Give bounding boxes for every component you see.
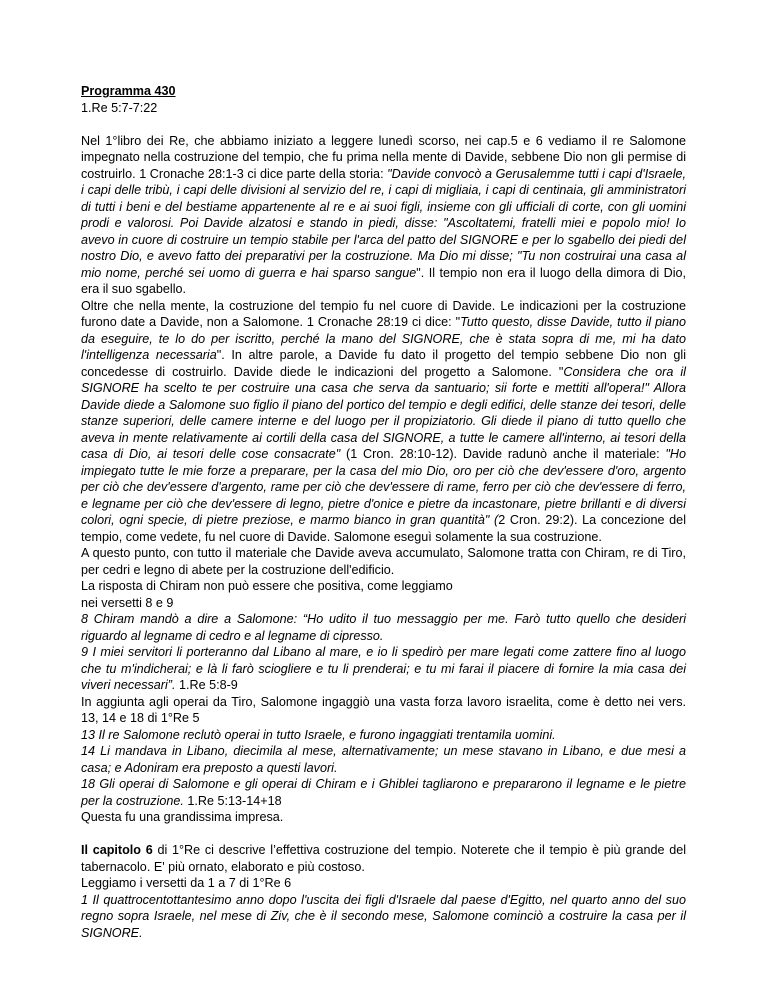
paragraph-workforce: In aggiunta agli operai da Tiro, Salomone ingaggiò una vasta forza lavoro israelita, come è detto nei vers. 13, 14 e 18 di 1°Re 5 [81, 694, 686, 725]
paragraph-chapter6: Il capitolo 6 di 1°Re ci descrive l’effettiva costruzione del tempio. Noterete che il tempio è più grande del tabernacolo. E' più ornato, elaborato e più costoso. [81, 843, 687, 874]
scripture-reference: 1.Re 5:7-7:22 [81, 100, 158, 115]
paragraph-chiram-answer: La risposta di Chiram non può essere che positiva, come leggiamo [81, 579, 453, 593]
paragraph-verses-ref: nei versetti 8 e 9 [81, 595, 174, 610]
paragraph-david-heart: Oltre che nella mente, la costruzione del tempio fu nel cuore di Davide. Le indicazioni per la costruzione furono date a Davide, non a Salomone. 1 Cronache 28:19 ci dice: "Tutto questo, disse Davide, tutto il piano da eseguire, te lo do per iscritto, perché la mano del SIGNORE, che è stata sopra di me, mi ha dato l'intelligenza necessaria". In altre parole, a Davide fu dato il progetto del tempio sebbene Dio non gli concedesse di costruirlo. Davide diede le indicazioni del progetto a Salomone. "Considera che ora il SIGNORE ha scelto te per costruire una casa che serva da santuario; sii forte e mettiti all'opera!" Allora Davide diede a Salomone suo figlio il piano del portico del tempio e degli edifici, delle stanze dei tesori, delle stanze superiori, delle camere interne e del luogo per il propiziatorio. Gli diede il piano di tutto quello che aveva in mente relativamente ai cortili della casa del SIGNORE, a tutte le camere all'interno, ai tesori della casa di Dio, ai tesori delle cose consacrate" (1 Cron. 28:10-12). Davide radunò anche il materiale: "Ho impiegato tutte le mie forze a preparare, per la casa del mio Dio, oro per ciò che dev'essere d'oro, argento per ciò che dev'essere d'argento, rame per ciò che dev'essere di rame, ferro per ciò che dev'essere di ferro, e legname per ciò che dev'essere di legno, pietre d'onice e pietre da incastonare, pietre brillanti e di diversi colori, ogni specie, di pietre preziose, e marmo bianco in gran quantità" (2 Cron. 29:2). La concezione del tempio, come vedete, fu nel cuore di Davide. Salomone eseguì solamente la sua costruzione. [81, 298, 686, 544]
document-body [81, 83, 686, 941]
paragraph-chiram: A questo punto, con tutto il materiale che Davide aveva accumulato, Salomone tratta con Chiram, re di Tiro, per cedri e legno di abete per la costruzione dell'edificio. [81, 546, 686, 577]
program-title: Programma 430 [81, 84, 176, 98]
verse-9: 9 I miei servitori li porteranno dal Libano al mare, e io li spedirò per mare legati come zattere fino al luogo che tu m'indicherai; e là li farò sciogliere e tu li prenderai; e tu mi farai il piacere di fornire la mia casa dei viveri necessari”. 1.Re 5:8-9 [81, 645, 686, 692]
verse-18: 18 Gli operai di Salomone e gli operai di Chiram e i Ghiblei tagliarono e prepararono il legname e le pietre per la costruzione. 1.Re 5:13-14+18 [81, 777, 686, 808]
paragraph-intro: Nel 1°libro dei Re, che abbiamo iniziato a leggere lunedì scorso, nei cap.5 e 6 vediamo il re Salomone impegnato nella costruzione del tempio, che fu prima nella mente di Davide, sebbene Dio non gli permise di costruirlo. 1 Cronache 28:1-3 ci dice parte della storia: "Davide convocò a Gerusalemme tutti i capi d'Israele, i capi delle tribù, i capi delle divisioni al servizio del re, i capi di migliaia, i capi di centinaia, gli amministratori di tutti i beni e del bestiame appartenente al re e ai suoi figli, insieme con gli ufficiali di corte, con gli uomini prodi e valorosi. Poi Davide alzatosi e stando in piedi, disse: "Ascoltatemi, fratelli miei e popolo mio! Io avevo in cuore di costruire un tempio stabile per l'arca del patto del SIGNORE e per lo sgabello dei piedi del nostro Dio, e avevo fatto dei preparativi per la costruzione. Ma Dio mi disse; "Tu non costruirai una casa al mio nome, perché sei uomo di guerra e hai sparso sangue". Il tempio non era il luogo della dimora di Dio, era il suo sgabello. [81, 133, 687, 296]
verse-1: 1 Il quattrocentottantesimo anno dopo l'uscita dei figli d'Israele dal paese d'Egitto, nel quarto anno del suo regno sopra Israele, nel mese di Ziv, che è il secondo mese, Salomone cominciò a costruire la casa per il SIGNORE. [81, 892, 686, 940]
verse-13: 13 Il re Salomone reclutò operai in tutto Israele, e furono ingaggiati trentamila uomini. [81, 727, 556, 742]
paragraph-gap [81, 116, 686, 133]
paragraph-read-verses: Leggiamo i versetti da 1 a 7 di 1°Re 6 [81, 876, 292, 890]
paragraph-gap [81, 826, 686, 843]
verse-8: 8 Chiram mandò a dire a Salomone: “Ho udito il tuo messaggio per me. Farò tutto quello che desideri riguardo al legname di cedro e al legname di cipresso. [81, 612, 686, 643]
paragraph-enterprise: Questa fu una grandissima impresa. [81, 810, 284, 824]
verse-14: 14 Li mandava in Libano, diecimila al mese, alternativamente; un mese stavano in Libano, e due mesi a casa; e Adoniram era preposto a questi lavori. [81, 744, 686, 775]
